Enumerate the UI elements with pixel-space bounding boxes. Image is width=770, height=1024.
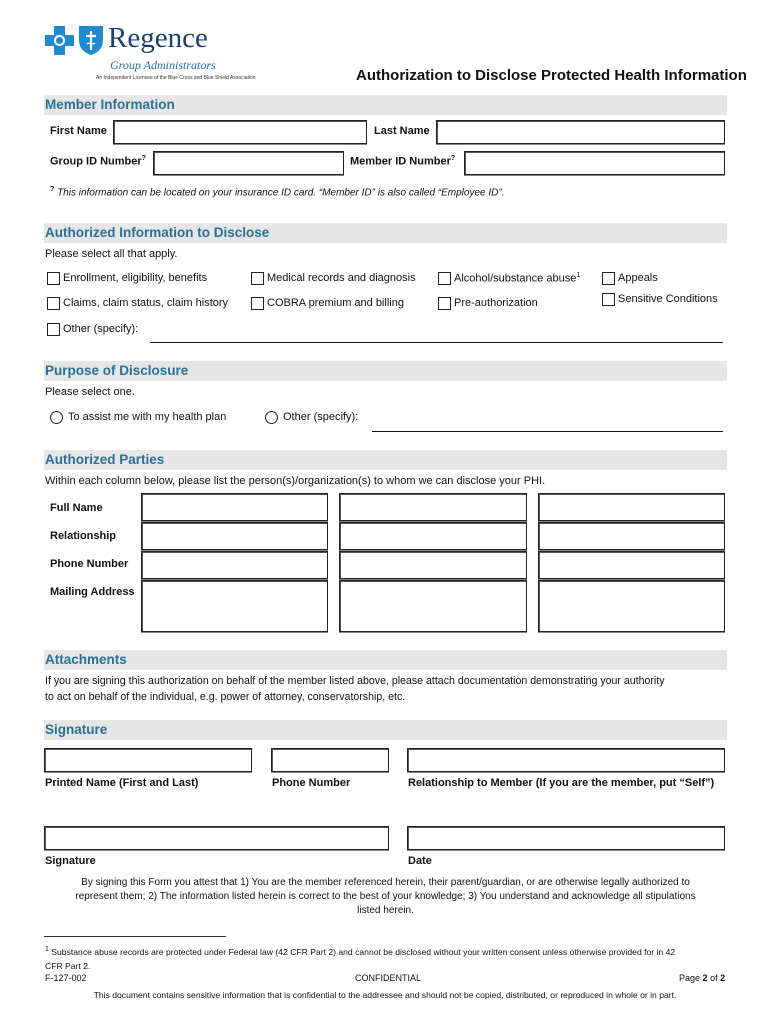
attachments-text-2: to act on behalf of the individual, e.g. power of attorney, conservatorship, etc. <box>45 691 406 703</box>
printed-name-field[interactable] <box>44 748 252 772</box>
sig-relationship-label: Relationship to Member (If you are the member, put “Self”) <box>408 777 715 789</box>
enrollment-checkbox[interactable] <box>47 272 60 285</box>
preauthorization-checkbox[interactable] <box>438 297 451 310</box>
section-heading: Member Information <box>45 97 175 112</box>
party3-address-field[interactable] <box>538 580 725 632</box>
preauthorization-label: Pre-authorization <box>454 297 538 309</box>
other-info-field[interactable] <box>150 342 723 343</box>
footnote-line-2: CFR Part 2. <box>45 961 91 971</box>
confidentiality-disclaimer: This document contains sensitive information that is confidential to the addressee and should not be copied, distributed, or reproduced in whole or in part. <box>93 990 677 1000</box>
party3-phone-field[interactable] <box>538 551 725 579</box>
member-id-field[interactable] <box>464 151 725 175</box>
other-purpose-label: Other (specify): <box>283 411 359 423</box>
last-name-label: Last Name <box>374 125 430 137</box>
footnote-divider <box>44 936 226 937</box>
member-id-note: ? This information can be located on your insurance ID card. “Member ID” is also called “Employee ID”. <box>50 186 505 199</box>
appeals-checkbox[interactable] <box>602 272 615 285</box>
party3-full-name-field[interactable] <box>538 493 725 521</box>
other-info-label: Other (specify): <box>63 323 139 335</box>
select-one-instruction: Please select one. <box>45 386 135 398</box>
medical-records-label: Medical records and diagnosis <box>267 272 416 284</box>
party1-address-field[interactable] <box>141 580 328 632</box>
party2-relationship-field[interactable] <box>339 522 527 550</box>
party1-phone-field[interactable] <box>141 551 328 579</box>
brand-sub: Group Administrators <box>110 58 216 72</box>
other-purpose-radio[interactable] <box>265 411 278 424</box>
section-purpose <box>44 361 727 381</box>
footnote-line-1: $^1$ Substance abuse records are protected under Federal law (42 CFR Part 2) and cannot be disclosed without your written consent unless otherwise provided for in 42 <box>45 946 676 957</box>
sig-phone-label: Phone Number <box>272 777 351 789</box>
group-id-label: Group ID Number? <box>50 155 146 168</box>
blue-cross-blue-shield-icon <box>45 24 107 56</box>
full-name-row-label: Full Name <box>50 502 103 514</box>
section-authorized-information <box>44 223 727 243</box>
group-id-field[interactable] <box>153 151 344 175</box>
attachments-text-1: If you are signing this authorization on behalf of the member listed above, please attach documentation demonstrating your authority <box>45 675 665 687</box>
section-signature <box>44 720 727 740</box>
cobra-checkbox[interactable] <box>251 297 264 310</box>
section-heading: Signature <box>45 722 108 737</box>
select-all-instruction: Please select all that apply. <box>45 248 178 260</box>
alcohol-substance-checkbox[interactable] <box>438 272 451 285</box>
section-member-information <box>44 95 727 115</box>
section-authorized-parties <box>44 450 727 470</box>
member-id-label: Member ID Number? <box>350 155 456 168</box>
form-id: F-127-002 <box>45 973 87 983</box>
brand-name: Regence <box>108 22 208 54</box>
sig-relationship-field[interactable] <box>407 748 725 772</box>
claims-label: Claims, claim status, claim history <box>63 297 229 309</box>
document-title: Authorization to Disclose Protected Health Information <box>356 67 747 84</box>
sig-phone-field[interactable] <box>271 748 389 772</box>
last-name-field[interactable] <box>436 120 725 144</box>
alcohol-substance-label: Alcohol/substance abuse$^1$ <box>454 272 581 285</box>
party1-relationship-field[interactable] <box>141 522 328 550</box>
attestation-line-3: listed herein. <box>357 905 414 916</box>
signature-field[interactable] <box>44 826 389 850</box>
medical-records-checkbox[interactable] <box>251 272 264 285</box>
printed-name-label: Printed Name (First and Last) <box>45 777 199 789</box>
section-heading: Attachments <box>45 652 127 667</box>
section-attachments <box>44 650 727 670</box>
phone-row-label: Phone Number <box>50 558 129 570</box>
other-purpose-field[interactable] <box>372 431 723 432</box>
other-info-checkbox[interactable] <box>47 323 60 336</box>
enrollment-label: Enrollment, eligibility, benefits <box>63 272 208 284</box>
section-heading: Purpose of Disclosure <box>45 363 189 378</box>
assist-radio[interactable] <box>50 411 63 424</box>
appeals-label: Appeals <box>618 272 658 284</box>
sensitive-conditions-checkbox[interactable] <box>602 293 615 306</box>
party3-relationship-field[interactable] <box>538 522 725 550</box>
date-label: Date <box>408 855 432 867</box>
parties-instruction: Within each column below, please list the person(s)/organization(s) to whom we can disclose your PHI. <box>45 475 546 487</box>
attestation-line-1: By signing this Form you attest that 1) You are the member referenced herein, their parent/guardian, or are otherwise legally authorized to <box>81 877 690 888</box>
first-name-label: First Name <box>50 125 107 137</box>
brand-tagline: An Independent Licensee of the Blue Cross and Blue Shield Association <box>96 75 256 81</box>
confidential-label: CONFIDENTIAL <box>355 973 422 983</box>
assist-label: To assist me with my health plan <box>68 411 227 423</box>
party2-address-field[interactable] <box>339 580 527 632</box>
relationship-row-label: Relationship <box>50 530 117 542</box>
attestation-line-2: represent them; 2) The information listed herein is correct to the best of your knowledge; 3) You understand and acknowledge all stipulations <box>75 891 696 902</box>
address-row-label: Mailing Address <box>50 586 135 598</box>
sensitive-conditions-label: Sensitive Conditions <box>618 293 718 305</box>
cobra-label: COBRA premium and billing <box>267 297 404 309</box>
date-field[interactable] <box>407 826 725 850</box>
party2-full-name-field[interactable] <box>339 493 527 521</box>
page-number: Page 2 of 2 <box>679 973 726 983</box>
logo <box>45 24 107 56</box>
section-heading: Authorized Parties <box>45 452 165 467</box>
signature-label: Signature <box>45 855 96 867</box>
section-heading: Authorized Information to Disclose <box>45 225 270 240</box>
first-name-field[interactable] <box>113 120 367 144</box>
claims-checkbox[interactable] <box>47 297 60 310</box>
party1-full-name-field[interactable] <box>141 493 328 521</box>
party2-phone-field[interactable] <box>339 551 527 579</box>
